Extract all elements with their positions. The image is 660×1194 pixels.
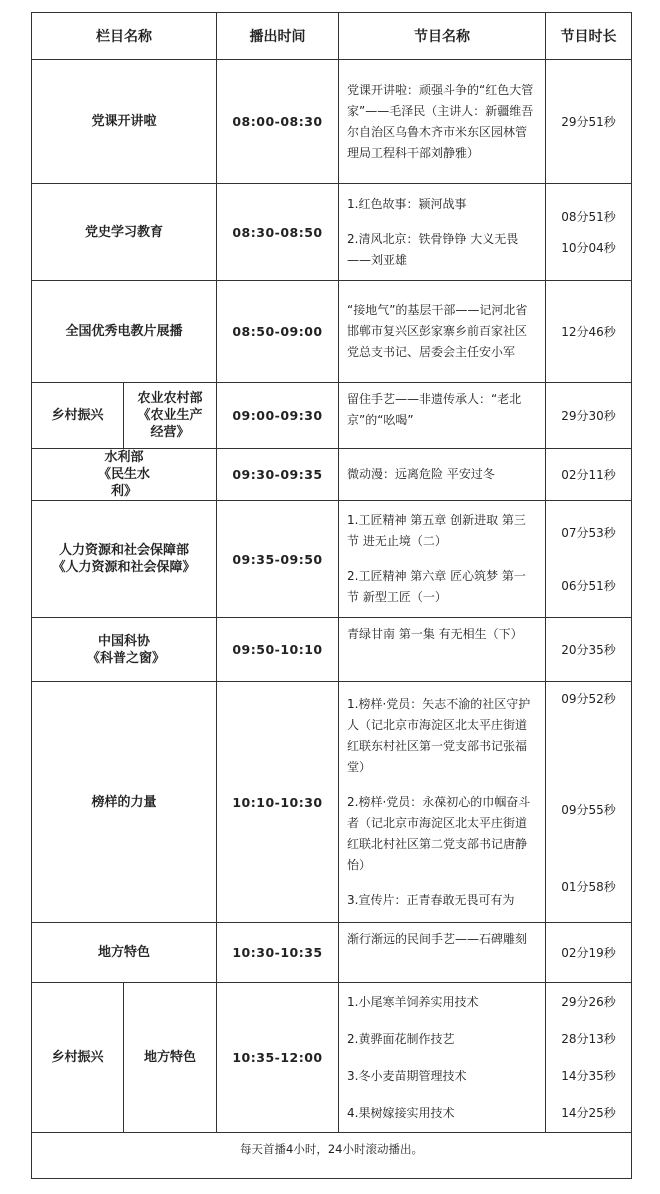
column-name: 水利部《民生水利》 (32, 449, 217, 501)
sub-column-name: 地方特色 (124, 983, 217, 1133)
air-time: 10:10-10:30 (217, 682, 339, 923)
table-row (32, 383, 632, 449)
air-time: 09:30-09:35 (217, 449, 339, 501)
column-name: 人力资源和社会保障部《人力资源和社会保障》 (32, 501, 217, 618)
duration (546, 184, 632, 281)
sub-column-name: 农业农村部《农业生产经营》 (124, 383, 217, 449)
table-row (32, 682, 632, 923)
program-item: 2.黄骅面花制作技艺 (347, 1031, 455, 1046)
program-name (339, 983, 546, 1133)
program-item: 2.榜样·党员：永葆初心的巾帼奋斗者（记北京市海淀区北太平庄街道红联北村社区第二党支部书记唐静怡） (347, 794, 531, 872)
header-column-name: 栏目名称 (32, 13, 217, 60)
air-time: 10:35-12:00 (217, 983, 339, 1133)
program-name (339, 281, 546, 383)
air-time: 09:50-10:10 (217, 618, 339, 682)
program-name (339, 501, 546, 618)
duration-item: 02分11秒 (561, 468, 616, 482)
program-item: “接地气”的基层干部——记河北省邯郸市复兴区彭家寨乡前百家社区党总支书记、居委会主任安小军 (347, 303, 528, 359)
table-row (32, 281, 632, 383)
program-item: 3.冬小麦苗期管理技术 (347, 1068, 467, 1083)
column-name: 全国优秀电教片展播 (32, 281, 217, 383)
program-name (339, 449, 546, 501)
duration (546, 983, 632, 1133)
program-name (339, 184, 546, 281)
duration-item: 07分53秒 (561, 526, 616, 540)
footer-row (32, 1133, 632, 1179)
duration-item: 06分51秒 (561, 579, 616, 593)
duration-item: 01分58秒 (561, 880, 616, 894)
program-item: 4.果树嫁接实用技术 (347, 1105, 455, 1120)
duration-item: 29分26秒 (561, 994, 616, 1009)
air-time: 08:00-08:30 (217, 60, 339, 184)
duration (546, 501, 632, 618)
column-name: 党史学习教育 (32, 184, 217, 281)
table-row (32, 618, 632, 682)
duration-item: 02分19秒 (561, 946, 616, 960)
duration (546, 60, 632, 184)
program-item: 1.榜样·党员：矢志不渝的社区守护人（记北京市海淀区北太平庄街道红联东村社区第一党支部书记张福堂） (347, 696, 531, 774)
duration-item: 20分35秒 (561, 643, 616, 657)
table-row (32, 449, 632, 501)
table-row (32, 501, 632, 618)
program-name (339, 923, 546, 983)
column-name: 乡村振兴 (32, 383, 124, 449)
column-name: 党课开讲啦 (32, 60, 217, 184)
duration-item: 12分46秒 (561, 325, 616, 339)
air-time: 08:50-09:00 (217, 281, 339, 383)
duration-item: 09分55秒 (561, 803, 616, 817)
table-row (32, 184, 632, 281)
program-item: 青绿甘南 第一集 有无相生（下） (347, 627, 523, 641)
program-item: 2.清风北京：铁骨铮铮 大义无畏——刘亚雄 (347, 231, 519, 267)
duration-item: 29分30秒 (561, 409, 616, 423)
duration-item: 09分52秒 (561, 692, 616, 706)
air-time: 09:35-09:50 (217, 501, 339, 618)
program-name (339, 618, 546, 682)
schedule-table (31, 12, 632, 1179)
duration (546, 618, 632, 682)
program-item: 党课开讲啦：顽强斗争的“红色大管家”——毛泽民（主讲人：新疆维吾尔自治区乌鲁木齐市米东区园林管理局工程科干部刘静雅） (347, 82, 534, 160)
program-item: 2.工匠精神 第六章 匠心筑梦 第一节 新型工匠（一） (347, 569, 526, 604)
table-row (32, 60, 632, 184)
program-name (339, 682, 546, 923)
duration-item: 29分51秒 (561, 115, 616, 129)
duration-item: 14分25秒 (561, 1105, 616, 1120)
program-name (339, 383, 546, 449)
duration-item: 10分04秒 (561, 241, 616, 255)
duration (546, 383, 632, 449)
header-program-name: 节目名称 (339, 13, 546, 60)
program-item: 1.工匠精神 第五章 创新进取 第三节 进无止境（二） (347, 513, 526, 548)
duration (546, 449, 632, 501)
program-item: 微动漫：远离危险 平安过冬 (347, 467, 495, 481)
air-time: 09:00-09:30 (217, 383, 339, 449)
header-air-time: 播出时间 (217, 13, 339, 60)
program-name (339, 60, 546, 184)
program-item: 1.红色故事：颍河战事 (347, 196, 467, 211)
footer-note: 每天首播4小时，24小时滚动播出。 (32, 1133, 632, 1179)
duration-item: 28分13秒 (561, 1031, 616, 1046)
duration (546, 281, 632, 383)
air-time: 08:30-08:50 (217, 184, 339, 281)
air-time: 10:30-10:35 (217, 923, 339, 983)
duration (546, 682, 632, 923)
program-item: 渐行渐远的民间手艺——石碑雕刻 (347, 932, 528, 946)
duration-item: 14分35秒 (561, 1068, 616, 1083)
column-name: 地方特色 (32, 923, 217, 983)
header-row (32, 13, 632, 60)
program-item: 留住手艺——非遗传承人：“老北京”的“吆喝” (347, 392, 522, 427)
program-item: 3.宣传片：正青春敢无畏可有为 (347, 892, 515, 907)
table-row (32, 923, 632, 983)
header-duration: 节目时长 (546, 13, 632, 60)
program-item: 1.小尾寒羊饲养实用技术 (347, 994, 479, 1009)
column-name: 乡村振兴 (32, 983, 124, 1133)
duration (546, 923, 632, 983)
column-name: 中国科协《科普之窗》 (32, 618, 217, 682)
duration-item: 08分51秒 (561, 210, 616, 224)
table-row (32, 983, 632, 1133)
column-name: 榜样的力量 (32, 682, 217, 923)
